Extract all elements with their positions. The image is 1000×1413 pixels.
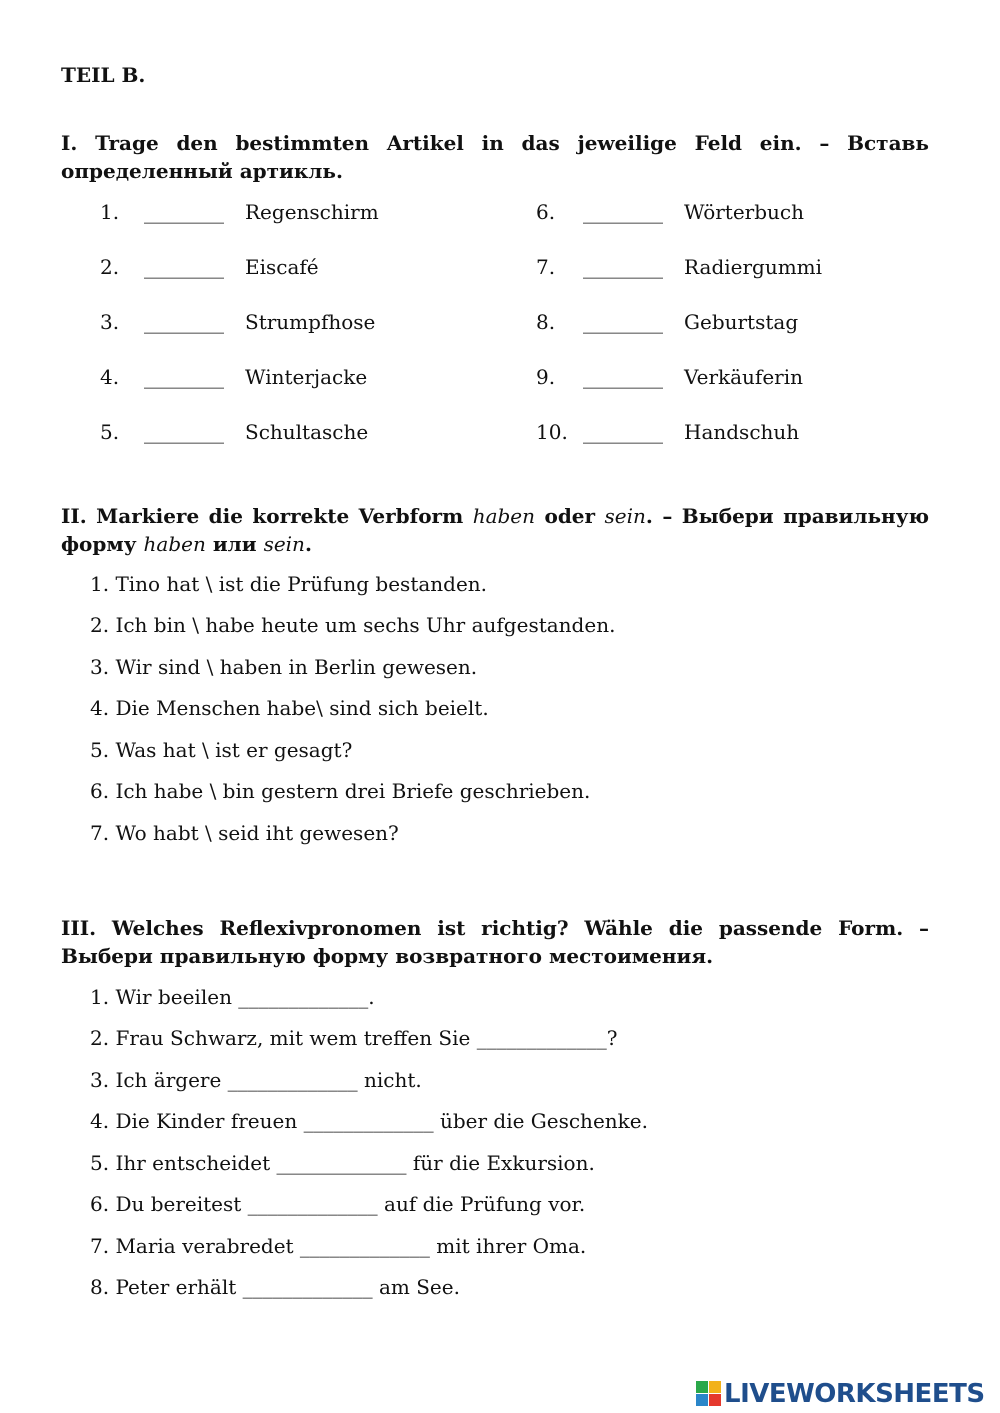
list-item[interactable]: 6. Du bereitest _____________ auf die Prüfung vor. (90, 1192, 586, 1216)
logo-icon (696, 1381, 722, 1407)
heading-ili: или (212, 532, 257, 556)
item-noun: Geburtstag (684, 310, 799, 334)
section-2-heading (61, 502, 929, 558)
list-item[interactable]: 3. Wir sind \ haben in Berlin gewesen. (90, 655, 478, 679)
item-number: 4. (100, 365, 120, 389)
answer-blank[interactable]: ________ (583, 200, 663, 224)
item-number: 10. (536, 420, 568, 444)
heading-text: II. Markiere die korrekte Verbform (61, 504, 464, 528)
list-item[interactable]: 6. Ich habe \ bin gestern drei Briefe geschrieben. (90, 779, 591, 803)
answer-blank[interactable]: ________ (583, 420, 663, 444)
item-noun: Regenschirm (245, 200, 379, 224)
answer-blank[interactable]: ________ (144, 365, 224, 389)
answer-blank[interactable]: ________ (144, 420, 224, 444)
list-item[interactable]: 4. Die Menschen habe\ sind sich beielt. (90, 696, 489, 720)
item-number: 9. (536, 365, 556, 389)
item-number: 7. (536, 255, 556, 279)
heading-haben: haben (472, 504, 536, 528)
answer-blank[interactable]: ________ (144, 310, 224, 334)
heading-text: . – Выбери правильную форму (61, 504, 930, 556)
section-1-heading: I. Trage den bestimmten Artikel in das jeweilige Feld ein. – Вставь определенный артикль. (61, 131, 929, 183)
list-item[interactable]: 3. Ich ärgere _____________ nicht. (90, 1068, 422, 1092)
list-item[interactable]: 1. Wir beeilen _____________. (90, 985, 375, 1009)
heading-dot: . (304, 532, 312, 556)
item-number: 2. (100, 255, 120, 279)
item-noun: Handschuh (684, 420, 800, 444)
heading-haben: haben (143, 532, 206, 556)
item-noun: Eiscafé (245, 255, 319, 279)
list-item[interactable]: 5. Was hat \ ist er gesagt? (90, 738, 353, 762)
item-noun: Verkäuferin (684, 365, 804, 389)
list-item[interactable]: 4. Die Kinder freuen _____________ über die Geschenke. (90, 1109, 648, 1133)
list-item[interactable]: 7. Maria verabredet _____________ mit ihrer Oma. (90, 1234, 587, 1258)
list-item[interactable]: 2. Frau Schwarz, mit wem treffen Sie _____________? (90, 1026, 618, 1050)
item-number: 1. (100, 200, 120, 224)
answer-blank[interactable]: ________ (583, 310, 663, 334)
item-noun: Wörterbuch (684, 200, 804, 224)
list-item[interactable]: 5. Ihr entscheidet _____________ für die Exkursion. (90, 1151, 595, 1175)
section-3-heading: III. Welches Reflexivpronomen ist richtig? Wähle die passende Form. – Выбери правильную форму возвратного местоимения. (61, 916, 929, 968)
item-number: 8. (536, 310, 556, 334)
heading-sein: sein (604, 504, 646, 528)
heading-oder: oder (544, 504, 596, 528)
heading-sein: sein (263, 532, 305, 556)
list-item[interactable]: 7. Wo habt \ seid iht gewesen? (90, 821, 399, 845)
item-noun: Strumpfhose (245, 310, 376, 334)
liveworksheets-logo (696, 1376, 985, 1412)
answer-blank[interactable]: ________ (144, 200, 224, 224)
page-title: TEIL B. (61, 63, 146, 87)
item-noun: Radiergummi (684, 255, 823, 279)
answer-blank[interactable]: ________ (583, 365, 663, 389)
item-number: 5. (100, 420, 120, 444)
item-number: 3. (100, 310, 120, 334)
answer-blank[interactable]: ________ (583, 255, 663, 279)
item-noun: Schultasche (245, 420, 369, 444)
list-item[interactable]: 1. Tino hat \ ist die Prüfung bestanden. (90, 572, 488, 596)
list-item[interactable]: 8. Peter erhält _____________ am See. (90, 1275, 460, 1299)
answer-blank[interactable]: ________ (144, 255, 224, 279)
list-item[interactable]: 2. Ich bin \ habe heute um sechs Uhr aufgestanden. (90, 613, 616, 637)
item-noun: Winterjacke (245, 365, 368, 389)
logo-text: LIVEWORKSHEETS (724, 1379, 985, 1409)
item-number: 6. (536, 200, 556, 224)
